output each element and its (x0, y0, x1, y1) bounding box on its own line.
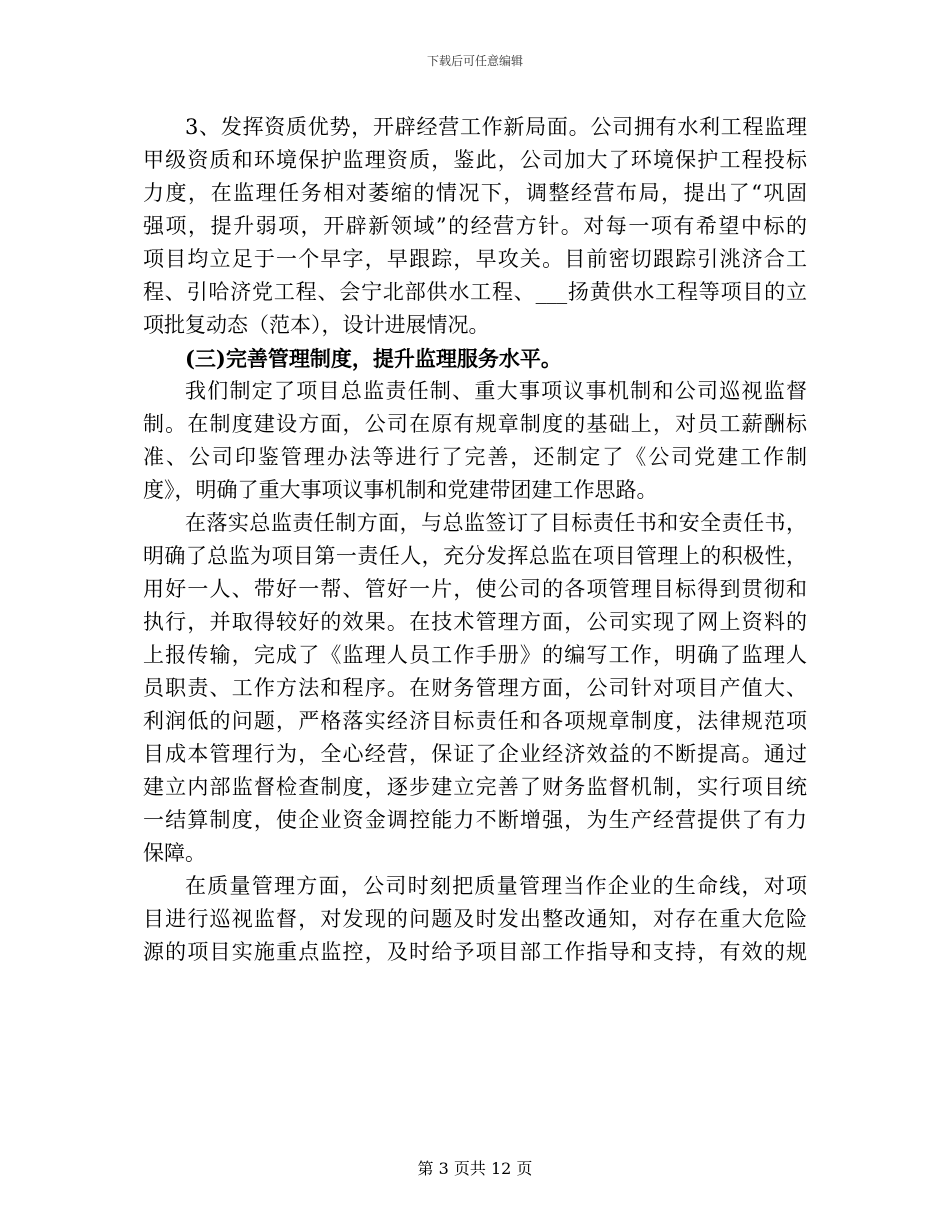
page-footer: 第 3 页共 12 页 (417, 1159, 533, 1178)
text-line: 在质量管理方面，公司时刻把质量管理当作企业的生命线，对项 (185, 874, 807, 898)
text-line: 建立内部监督检查制度，逐步建立完善了财务监督机制，实行项目统 (143, 775, 807, 799)
text-line: 目成本管理行为，全心经营，保证了企业经济效益的不断提高。通过 (143, 742, 807, 766)
text-line: 我们制定了项目总监责任制、重大事项议事机制和公司巡视监督 (185, 379, 807, 403)
text-line: 一结算制度，使企业资金调控能力不断增强，为生产经营提供了有力 (143, 808, 807, 832)
text-line: 力度，在监理任务相对萎缩的情况下，调整经营布局，提出了“巩固 (143, 181, 807, 205)
document-body (143, 111, 807, 969)
text-line: 甲级资质和环境保护监理资质，鉴此，公司加大了环境保护工程投标 (143, 148, 807, 172)
text-line: 源的项目实施重点监控，及时给予项目部工作指导和支持，有效的规 (143, 940, 807, 964)
text-line: 准、公司印鉴管理办法等进行了完善，还制定了《公司党建工作制 (143, 445, 807, 469)
paragraph-qualification (143, 111, 807, 342)
text-line: 程、引哈济党工程、会宁北部供水工程、___扬黄供水工程等项目的立 (143, 280, 807, 304)
paragraph-responsibility (143, 507, 807, 870)
text-line: 项批复动态（范本），设计进展情况。 (143, 313, 490, 337)
section-heading: (三)完善管理制度，提升监理服务水平。 (185, 346, 562, 371)
text-line: 3、发挥资质优势，开辟经营工作新局面。公司拥有水利工程监理 (185, 115, 807, 139)
text-line: 在落实总监责任制方面，与总监签订了目标责任书和安全责任书， (185, 511, 807, 535)
text-line: 保障。 (143, 841, 206, 865)
text-line: 员职责、工作方法和程序。在财务管理方面，公司针对项目产值大、 (143, 676, 807, 700)
text-line: 制。在制度建设方面，公司在原有规章制度的基础上，对员工薪酬标 (143, 412, 807, 436)
text-line: 强项，提升弱项，开辟新领域”的经营方针。对每一项有希望中标的 (143, 214, 807, 238)
text-line: 度》，明确了重大事项议事机制和党建带团建工作思路。 (143, 478, 658, 502)
text-line: 项目均立足于一个早字，早跟踪，早攻关。目前密切跟踪引洮济合工 (143, 247, 807, 271)
paragraph-quality (143, 870, 807, 969)
text-line: 明确了总监为项目第一责任人，充分发挥总监在项目管理上的积极性， (143, 544, 807, 568)
text-line: 利润低的问题，严格落实经济目标责任和各项规章制度，法律规范项 (143, 709, 807, 733)
text-line: 用好一人、带好一帮、管好一片，使公司的各项管理目标得到贯彻和 (143, 577, 807, 601)
text-line: 上报传输，完成了《监理人员工作手册》的编写工作，明确了监理人 (143, 643, 807, 667)
text-line: 目进行巡视监督，对发现的问题及时发出整改通知，对存在重大危险 (143, 907, 807, 931)
paragraph-systems (143, 375, 807, 507)
text-line: 执行，并取得较好的效果。在技术管理方面，公司实现了网上资料的 (143, 610, 807, 634)
page-header: 下载后可任意编辑 (426, 54, 523, 68)
